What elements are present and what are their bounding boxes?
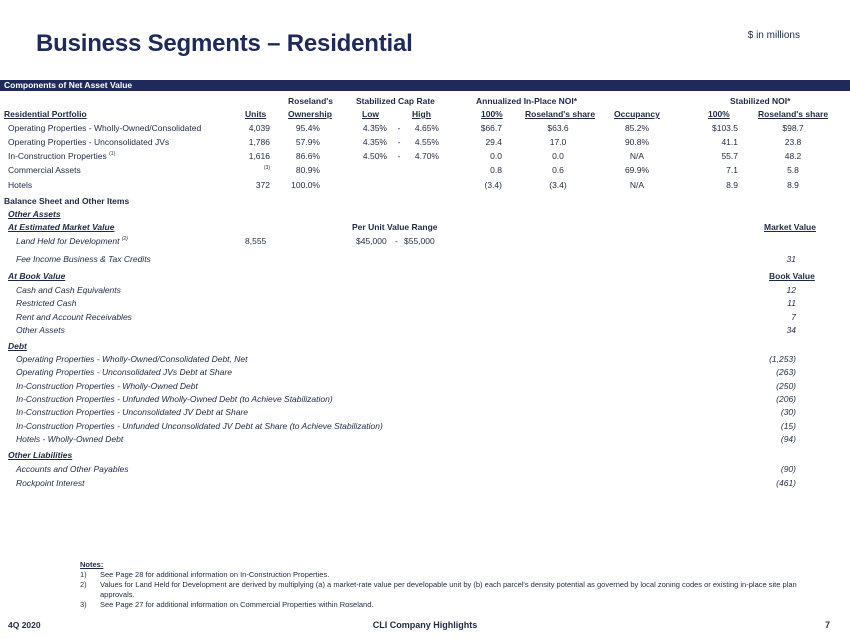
portfolio-row-units: 1,786 xyxy=(248,137,270,147)
note-text: See Page 27 for additional information on Commercial Properties within Roseland. xyxy=(100,600,374,609)
portfolio-row-annual-share: 0.6 xyxy=(552,165,564,175)
debt-item-value: (263) xyxy=(776,367,796,378)
portfolio-row-cap-high: 4.70% xyxy=(414,151,439,161)
book-item-label: Cash and Cash Equivalents xyxy=(16,285,121,295)
header-roselands: Roseland's xyxy=(288,96,334,106)
portfolio-row-stab-100: 8.9 xyxy=(726,180,738,190)
header-stab-100: 100% xyxy=(708,109,730,119)
portfolio-row-stab-share: 5.8 xyxy=(787,165,799,175)
liability-item-label: Rockpoint Interest xyxy=(16,477,85,488)
header-units: Units xyxy=(245,109,267,119)
portfolio-row-label: In-Construction Properties xyxy=(8,151,107,161)
debt-item-value: (30) xyxy=(780,407,796,418)
liability-item-label: Accounts and Other Payables xyxy=(16,464,129,474)
debt-item-label: Operating Properties - Wholly-Owned/Consolidated Debt, Net xyxy=(16,354,248,364)
portfolio-row-occupancy: 85.2% xyxy=(624,123,650,133)
debt-item-label: Hotels - Wholly-Owned Debt xyxy=(16,433,124,444)
portfolio-row-cap-dash: - xyxy=(397,123,401,133)
portfolio-row-cap-high: 4.55% xyxy=(414,137,439,147)
header-annualized: Annualized In-Place NOI* xyxy=(476,96,578,106)
market-value-header: Market Value xyxy=(764,222,816,232)
portfolio-row-stab-share: 23.8 xyxy=(784,137,802,147)
debt-item-label: In-Construction Properties - Unconsolidated JV Debt at Share xyxy=(16,407,248,418)
portfolio-row-ownership: 95.4% xyxy=(295,123,320,133)
debt-item-value: (15) xyxy=(780,420,796,431)
portfolio-row-units: (3) xyxy=(263,165,270,171)
portfolio-row-stab-share: 48.2 xyxy=(784,151,802,161)
book-item-label: Rent and Account Receivables xyxy=(16,311,132,322)
page-number: 7 xyxy=(824,620,830,630)
liability-item-value: (461) xyxy=(776,477,796,488)
portfolio-row-annual-100: (3.4) xyxy=(484,180,502,190)
book-item-value: 34 xyxy=(786,324,796,335)
note-number: 3) xyxy=(80,600,87,609)
portfolio-row-name xyxy=(8,123,201,134)
land-low: $45,000 xyxy=(356,236,387,246)
section-bar xyxy=(0,80,850,91)
note-text: See Page 28 for additional information on In-Construction Properties. xyxy=(100,570,330,579)
portfolio-row-annual-100: $66.7 xyxy=(480,123,502,133)
portfolio-row-cap-low: 4.35% xyxy=(362,137,387,147)
portfolio-row-stab-100: 55.7 xyxy=(721,151,738,161)
debt-item-label: In-Construction Properties - Wholly-Owned Debt xyxy=(16,380,198,391)
debt-item-value: (1,253) xyxy=(769,354,796,364)
land-label: Land Held for Development $^{(2)}$ xyxy=(16,236,128,246)
at-market-heading: At Estimated Market Value xyxy=(8,222,115,232)
portfolio-row-ownership: 57.9% xyxy=(295,137,320,147)
other-assets-heading: Other Assets xyxy=(8,209,61,219)
book-item-label: Restricted Cash xyxy=(16,298,77,309)
debt-item-value: (206) xyxy=(776,393,796,404)
portfolio-row-stab-share: 8.9 xyxy=(787,180,799,190)
portfolio-row-annual-share: 0.0 xyxy=(552,151,564,161)
book-item-value: 12 xyxy=(786,285,796,295)
portfolio-row-annual-share: 17.0 xyxy=(549,137,567,147)
portfolio-row-annual-share: (3.4) xyxy=(549,180,567,190)
book-item-value: 11 xyxy=(787,298,796,309)
other-liab-heading: Other Liabilities xyxy=(8,450,73,460)
units-note: $ in millions xyxy=(747,30,800,41)
portfolio-row-stab-100: $103.5 xyxy=(712,123,738,133)
portfolio-row-occupancy: N/A xyxy=(629,180,645,190)
portfolio-row-annual-100: 0.0 xyxy=(490,151,502,161)
portfolio-row-ownership: 80.9% xyxy=(295,165,320,175)
debt-item-label: Operating Properties - Unconsolidated JVs Debt at Share xyxy=(16,367,232,378)
land-high: $55,000 xyxy=(404,236,435,246)
portfolio-row-label: Operating Properties - Wholly-Owned/Consolidated xyxy=(8,123,202,133)
portfolio-row-label: Commercial Assets xyxy=(8,165,81,175)
portfolio-row-cap-low: 4.50% xyxy=(362,151,387,161)
debt-item-value: (94) xyxy=(780,433,796,444)
portfolio-row-ownership: 86.6% xyxy=(295,151,320,161)
portfolio-row-stab-100: 7.1 xyxy=(726,165,738,175)
debt-item-label: In-Construction Properties - Unfunded Wholly-Owned Debt (to Achieve Stabilization) xyxy=(16,393,333,404)
portfolio-row-ownership: 100.0% xyxy=(291,180,320,190)
header-high: High xyxy=(412,109,431,119)
portfolio-row-cap-dash: - xyxy=(397,151,401,161)
section-bar-label: Components of Net Asset Value xyxy=(4,80,133,90)
portfolio-row-occupancy: 90.8% xyxy=(624,137,650,147)
land-dash: - xyxy=(395,236,398,246)
liability-item-value: (90) xyxy=(780,464,796,474)
portfolio-row-name xyxy=(8,165,81,176)
portfolio-row-occupancy: N/A xyxy=(629,151,645,161)
portfolio-row-units: 1,616 xyxy=(248,151,270,161)
portfolio-row-stab-100: 41.1 xyxy=(721,137,738,147)
portfolio-row-stab-share: $98.7 xyxy=(782,123,804,133)
footnote-ref: (1) xyxy=(109,151,116,157)
page-title: Business Segments – Residential xyxy=(36,30,413,57)
header-ownership: Ownership xyxy=(288,109,332,119)
portfolio-row-name xyxy=(8,151,115,162)
fee-value: 31 xyxy=(786,254,796,264)
portfolio-row-cap-low: 4.35% xyxy=(362,123,387,133)
portfolio-row-label: Hotels xyxy=(8,180,33,190)
header-portfolio: Residential Portfolio xyxy=(4,109,87,119)
portfolio-row-annual-100: 29.4 xyxy=(485,137,502,147)
note-number: 2) xyxy=(80,580,87,589)
note-item xyxy=(80,600,800,610)
header-stab-noi: Stabilized NOI* xyxy=(730,96,791,106)
notes-heading: Notes: xyxy=(80,560,104,569)
note-item xyxy=(80,570,800,580)
fee-label: Fee Income Business & Tax Credits xyxy=(16,254,151,264)
notes xyxy=(80,560,800,610)
footer-title: CLI Company Highlights xyxy=(372,620,478,630)
portfolio-row-name xyxy=(8,137,169,148)
header-annual-100: 100% xyxy=(481,109,503,119)
header-stab-cap: Stabilized Cap Rate xyxy=(356,96,435,106)
note-item xyxy=(80,580,800,600)
header-occupancy: Occupancy xyxy=(614,109,660,119)
portfolio-row-units: 372 xyxy=(255,180,270,190)
portfolio-row-cap-high: 4.65% xyxy=(414,123,439,133)
header-low: Low xyxy=(362,109,379,119)
portfolio-row-name xyxy=(8,180,32,191)
book-value-header: Book Value xyxy=(769,271,815,281)
note-number: 1) xyxy=(80,570,87,579)
per-unit-header: Per Unit Value Range xyxy=(352,222,438,232)
book-item-value: 7 xyxy=(791,311,796,322)
portfolio-row-annual-100: 0.8 xyxy=(490,165,502,175)
header-annual-share: Roseland's share xyxy=(525,109,596,119)
header-stab-share: Roseland's share xyxy=(758,109,829,119)
bs-heading: Balance Sheet and Other Items xyxy=(4,196,130,206)
book-item-label: Other Assets xyxy=(16,324,65,335)
portfolio-row-annual-share: $63.6 xyxy=(547,123,569,133)
land-units: 8,555 xyxy=(245,236,267,246)
portfolio-row-cap-dash: - xyxy=(397,137,401,147)
portfolio-row-units: 4,039 xyxy=(248,123,270,133)
portfolio-row-occupancy: 69.9% xyxy=(624,165,650,175)
debt-heading: Debt xyxy=(8,341,27,351)
footer-period: 4Q 2020 xyxy=(8,620,41,630)
portfolio-row-label: Operating Properties - Unconsolidated JVs xyxy=(8,137,170,147)
debt-item-label: In-Construction Properties - Unfunded Unconsolidated JV Debt at Share (to Achieve Stabilization) xyxy=(16,420,383,431)
debt-item-value: (250) xyxy=(776,380,796,391)
note-text: Values for Land Held for Development are derived by multiplying (a) a market-rate value per developable unit by (b) each parcel's density potential as governed by local zoning codes or existing in-place site plan approvals. xyxy=(100,580,797,599)
at-book-heading: At Book Value xyxy=(8,271,66,281)
